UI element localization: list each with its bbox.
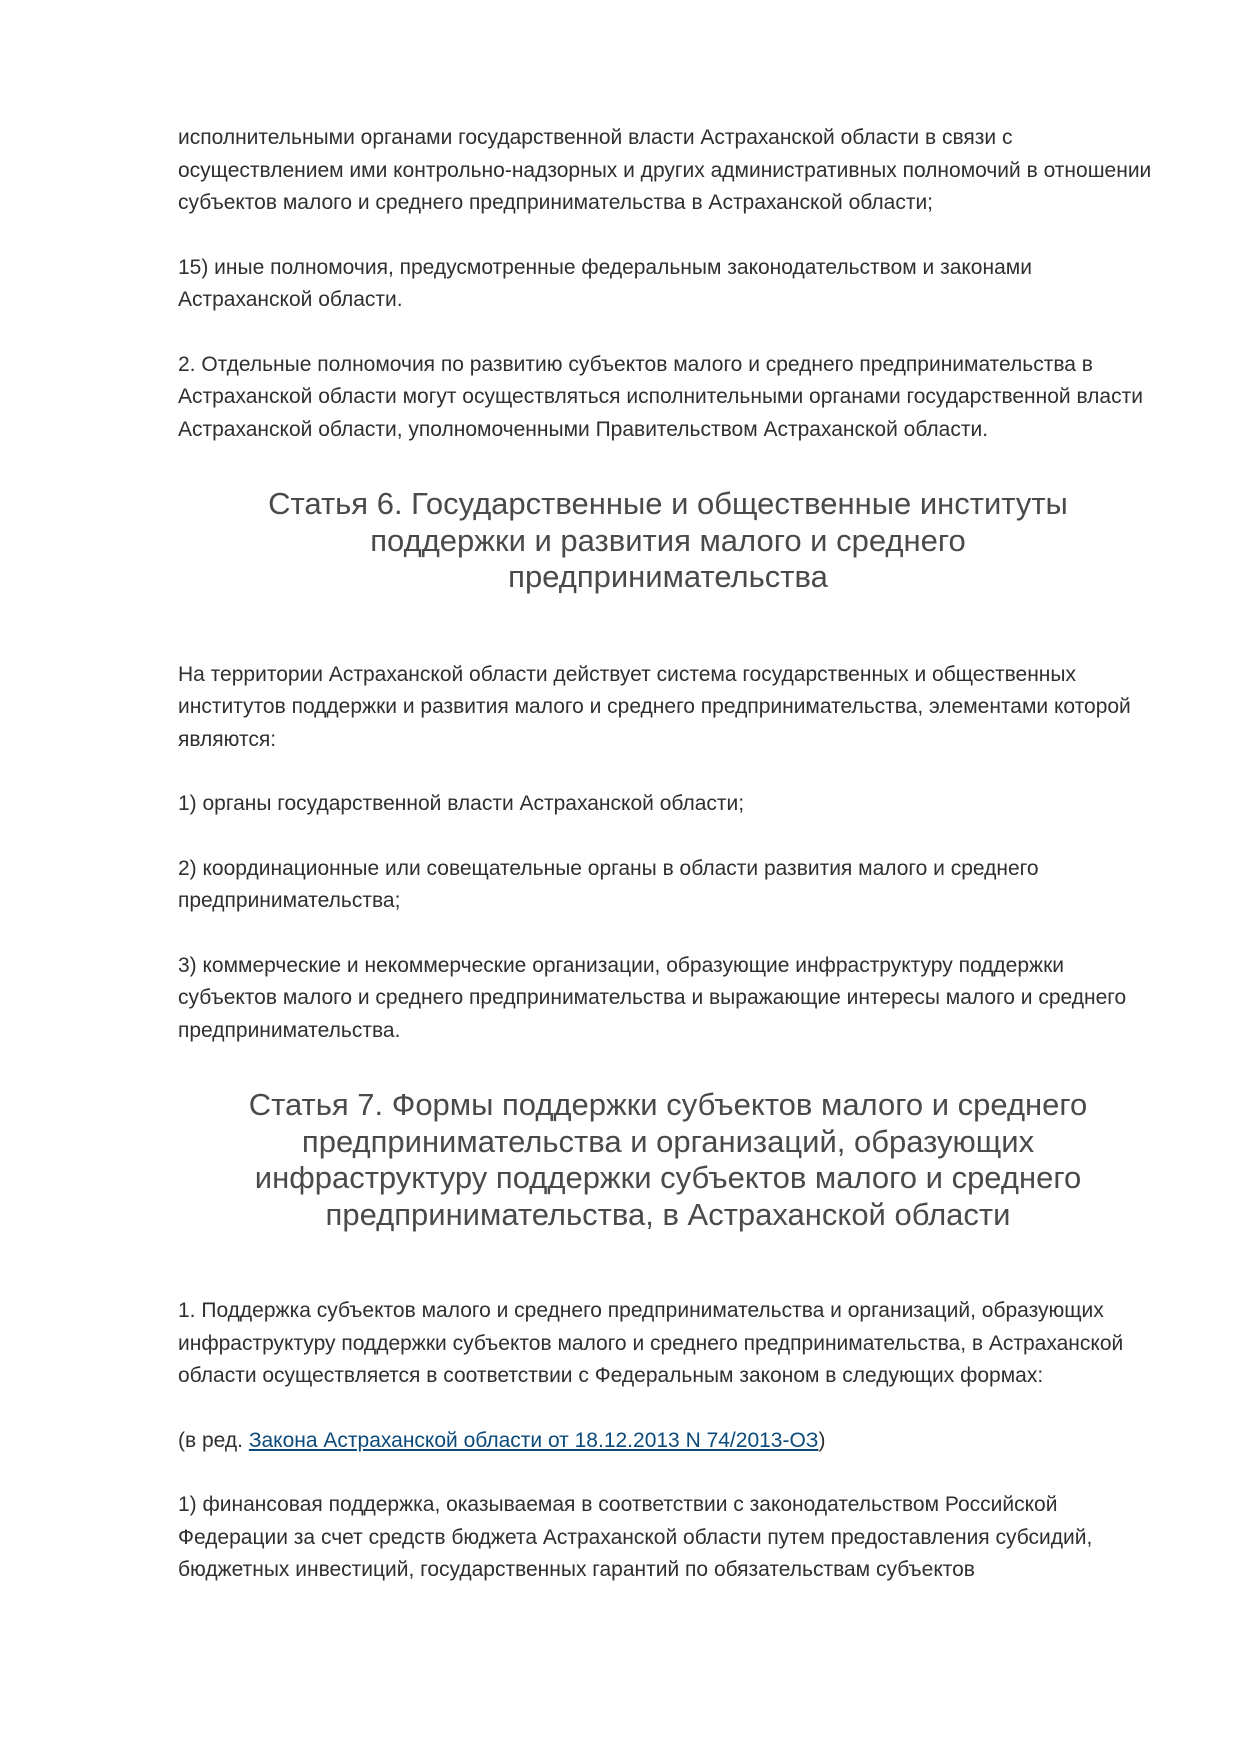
article-6-intro: На территории Астраханской области действует система государственных и общественных институтов поддержки и развития малого и среднего предпринимательства, элементами которой являются: [178,662,1131,751]
article-7-item-1: 1) финансовая поддержка, оказываемая в соответствии с законодательством Российской Федерации за счет средств бюджета Астраханской области путем предоставления субсидий, бюджетных инвестиций, государственных гарантий по обязательствам субъектов [178,1493,1093,1581]
article-7-paragraph-1: 1. Поддержка субъектов малого и среднего предпринимательства и организаций, образующих инфраструктуру поддержки субъектов малого и среднего предпринимательства, в Астраханской области осуществляется в соответствии с Федеральным законом в следующих формах: [178,1299,1124,1387]
article-7-heading: Статья 7. Формы поддержки субъектов малого и среднего предпринимательства и организаций, образующих инфраструктуру поддержки субъектов малого и среднего предпринимательства, в Астраханской области [248,1087,1088,1232]
article-6-item-3: 3) коммерческие и некоммерческие организации, образующие инфраструктуру поддержки субъектов малого и среднего предпринимательства и выражающие интересы малого и среднего предпринимательства. [178,953,1127,1042]
article-6-heading: Статья 6. Государственные и общественные институты поддержки и развития малого и среднего предпринимательства [268,486,1068,594]
article-6-item-1: 1) органы государственной власти Астраханской области; [178,792,745,815]
article-6-item-2: 2) координационные или совещательные органы в области развития малого и среднего предпринимательства; [178,856,1039,912]
paragraph-section-2: 2. Отдельные полномочия по развитию субъектов малого и среднего предпринимательства в Астраханской области могут осуществляться исполнительными органами государственной власти Астраханской области, уполномоченными Правительством Астраханской области. [178,352,1143,441]
amendment-suffix: ) [818,1428,826,1452]
document-page [178,122,1158,1587]
amendment-law-link[interactable]: Закона Астраханской области от 18.12.2013 N 74/2013-ОЗ [248,1428,819,1452]
paragraph-item-15: 15) иные полномочия, предусмотренные федеральным законодательством и законами Астраханской области. [178,255,1032,311]
amendment-prefix: (в ред. [178,1428,249,1452]
amendment-note [178,1425,1158,1458]
paragraph-intro: исполнительными органами государственной власти Астраханской области в связи с осуществлением ими контрольно-надзорных и других административных полномочий в отношении субъектов малого и среднего предпринимательства в Астраханской области; [178,126,1152,214]
